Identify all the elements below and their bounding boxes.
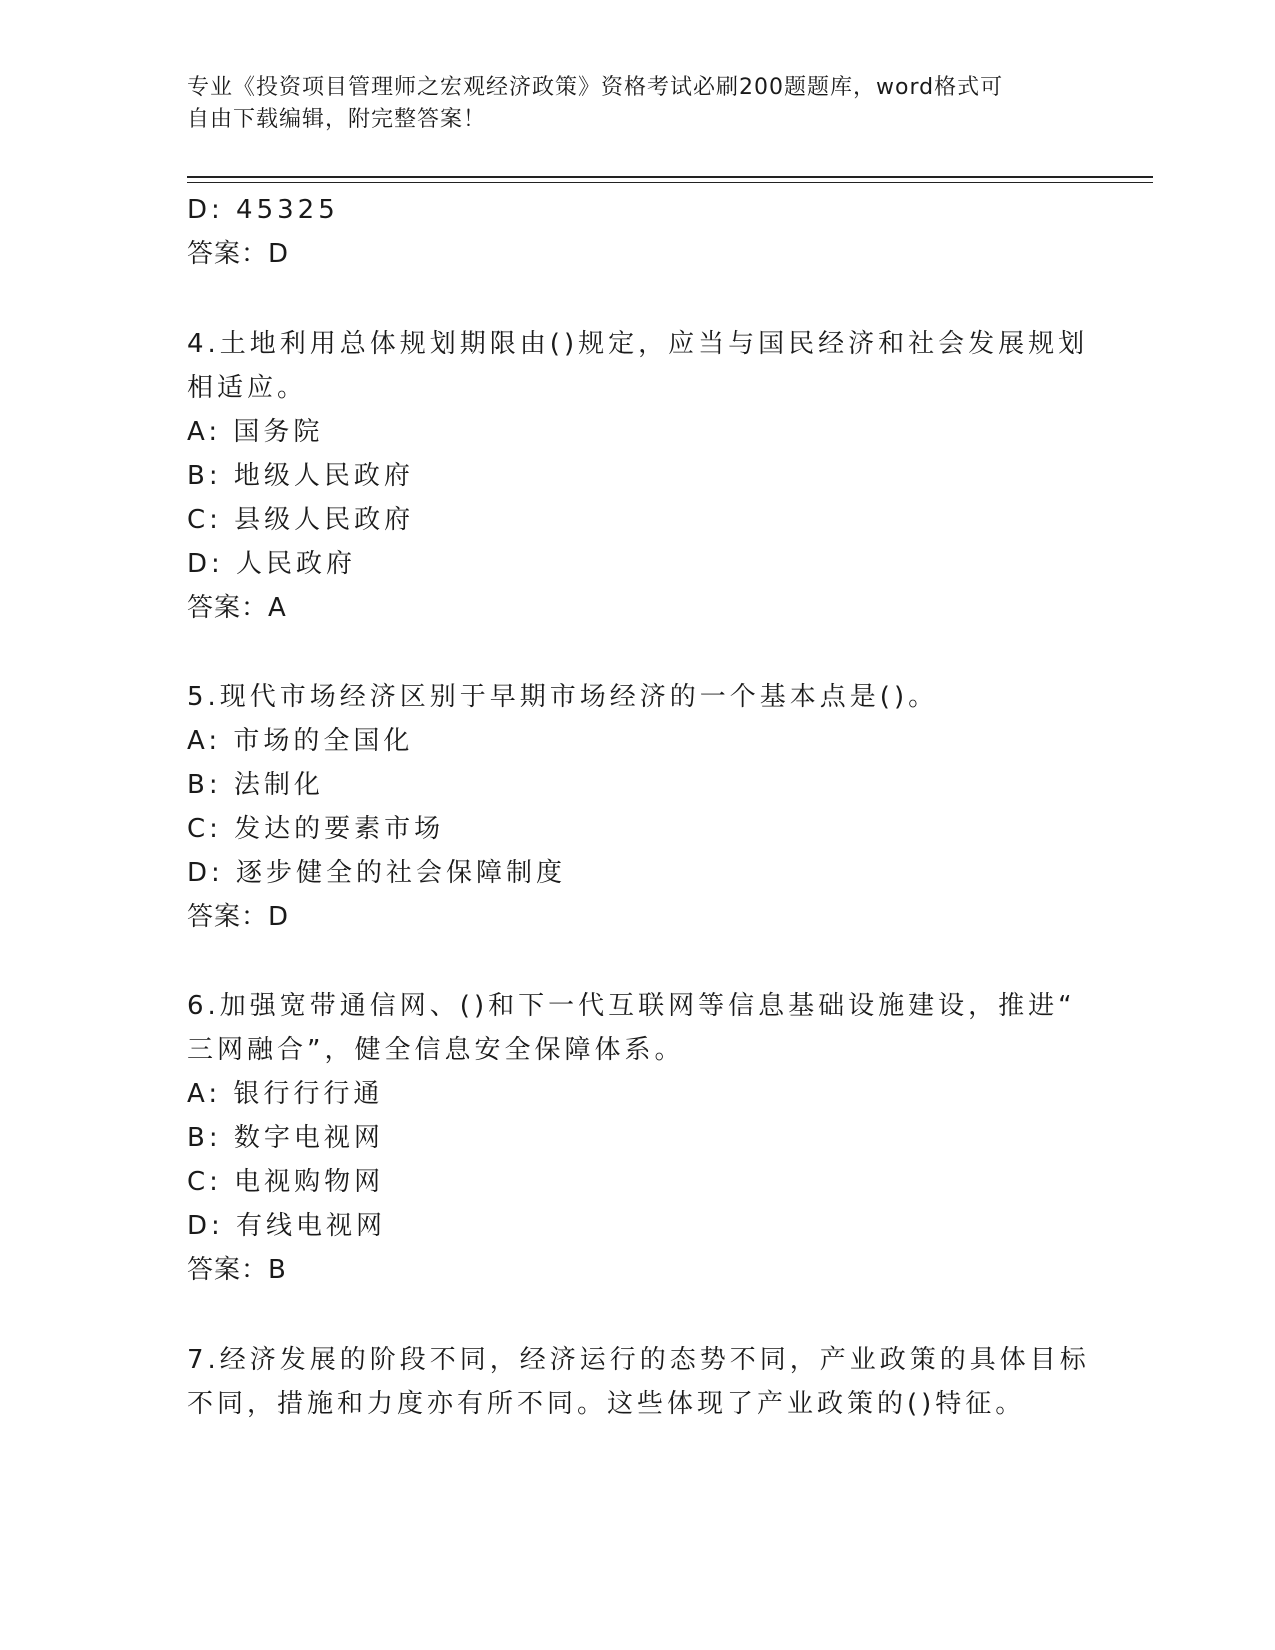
q5-stem-line-1: 5.现代市场经济区别于早期市场经济的一个基本点是()。 (187, 682, 939, 712)
q6-option-a: A: 银行行行通 (187, 1079, 384, 1109)
q6-option-d: D: 有线电视网 (187, 1211, 387, 1241)
q6-stem-line-1: 6.加强宽带通信网、()和下一代互联网等信息基础设施建设，推进“ (187, 991, 1076, 1021)
q4-stem-line-2: 相适应。 (187, 373, 308, 403)
q3-option-d: D: 45325 (187, 195, 339, 225)
header-line-1: 专业《投资项目管理师之宏观经济政策》资格考试必刷200题题库，word格式可 (187, 75, 1004, 100)
q4-option-d: D: 人民政府 (187, 549, 357, 579)
q6-answer: 答案：B (187, 1255, 287, 1285)
q5-option-b: B: 法制化 (187, 770, 324, 800)
q5-option-c: C: 发达的要素市场 (187, 814, 445, 844)
document-header (187, 72, 1087, 136)
q5-option-d: D: 逐步健全的社会保障制度 (187, 858, 567, 888)
header-line-2: 自由下载编辑，附完整答案！ (187, 107, 487, 132)
q3-answer: 答案：D (187, 239, 290, 269)
q5-answer: 答案：D (187, 902, 290, 932)
q4-option-a: A: 国务院 (187, 417, 324, 447)
header-divider-thick (187, 176, 1153, 178)
header-divider-thin (187, 182, 1153, 183)
q5-option-a: A: 市场的全国化 (187, 726, 414, 756)
q4-answer: 答案：A (187, 593, 287, 623)
q7-stem-line-1: 7.经济发展的阶段不同，经济运行的态势不同，产业政策的具体目标 (187, 1345, 1090, 1375)
q7-stem-line-2: 不同，措施和力度亦有所不同。这些体现了产业政策的()特征。 (187, 1389, 1026, 1419)
q4-stem-line-1: 4.土地利用总体规划期限由()规定，应当与国民经济和社会发展规划 (187, 329, 1089, 359)
q6-option-b: B: 数字电视网 (187, 1123, 384, 1153)
q4-option-b: B: 地级人民政府 (187, 461, 414, 491)
q6-stem-line-2: 三网融合”，健全信息安全保障体系。 (187, 1035, 685, 1065)
q4-option-c: C: 县级人民政府 (187, 505, 415, 535)
q6-option-c: C: 电视购物网 (187, 1167, 385, 1197)
